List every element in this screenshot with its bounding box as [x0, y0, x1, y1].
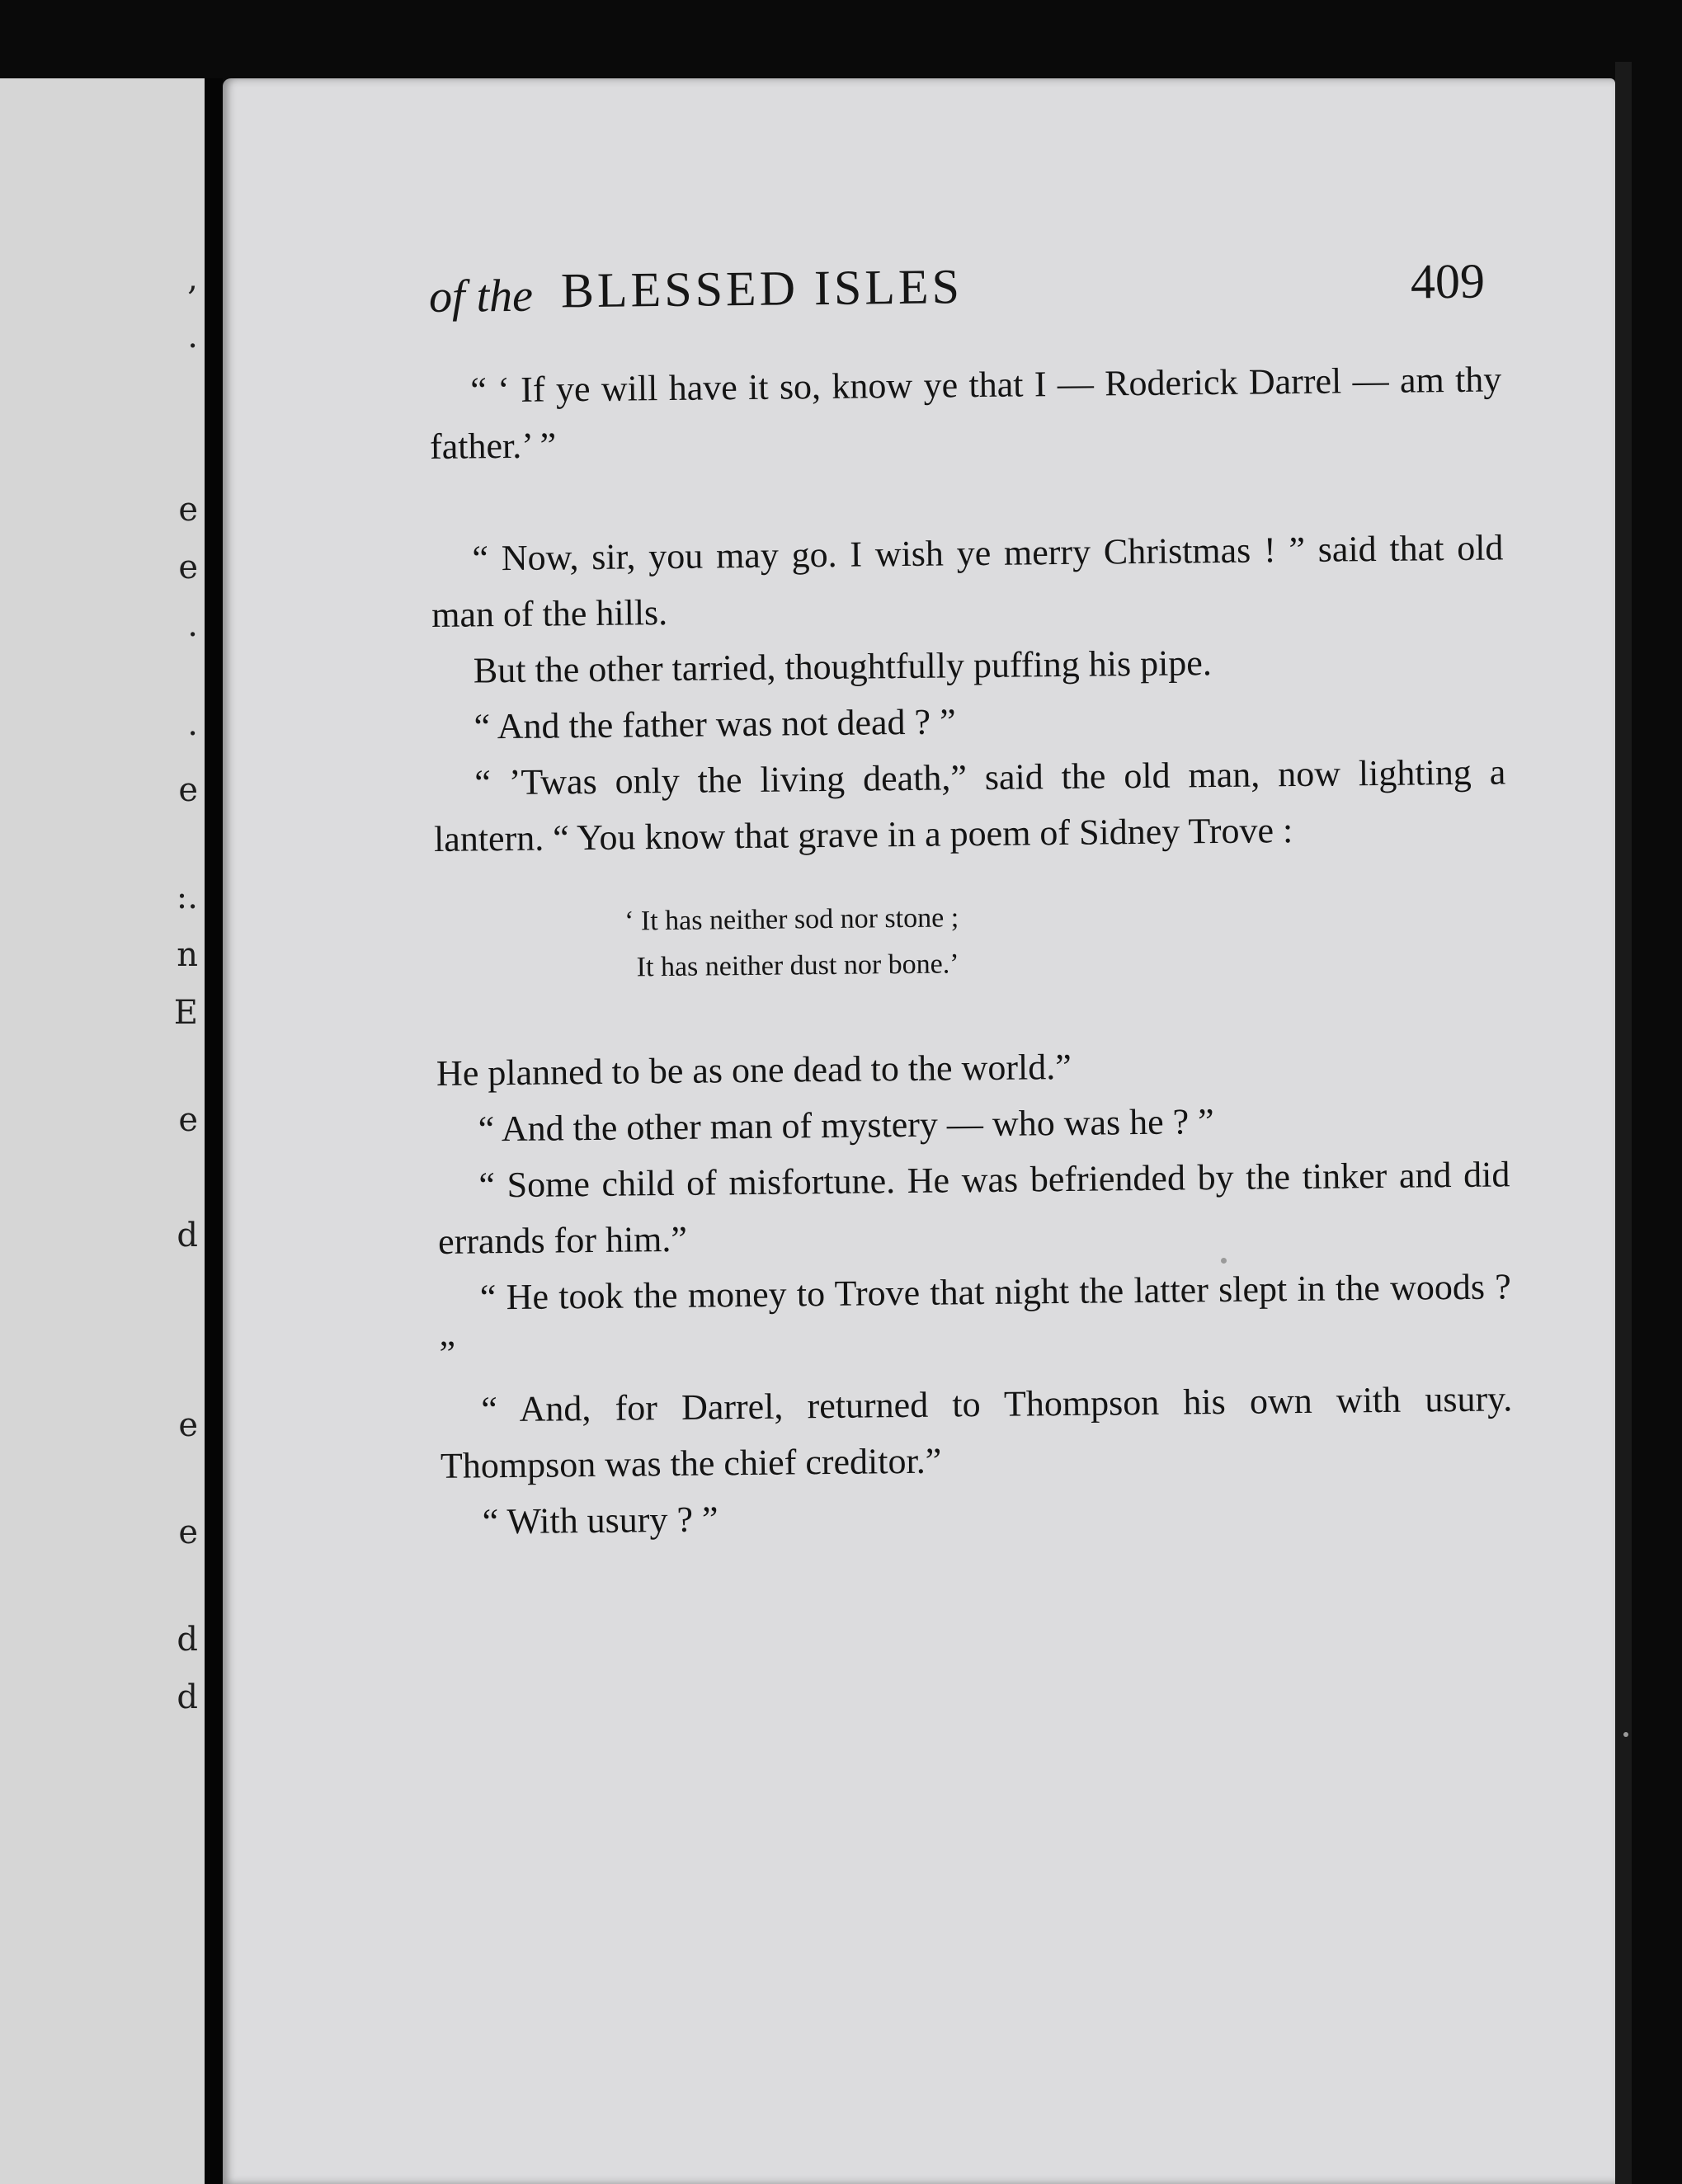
left-facing-page — [0, 78, 205, 2184]
left-page-text-fragment: :. — [176, 878, 198, 916]
book-gutter — [205, 78, 223, 2184]
paragraph: “ And the father was not dead ? ” — [474, 701, 956, 747]
left-page-text-fragment: , — [187, 260, 198, 298]
verse-quotation — [624, 889, 1508, 991]
left-page-text-fragment: d — [177, 1217, 198, 1254]
page-number: 409 — [1410, 253, 1486, 309]
verse-line: ‘ It has neither sod nor stone ; — [624, 902, 959, 937]
left-page-text-fragment: e — [178, 1513, 198, 1551]
left-page-text-fragment: E — [173, 994, 198, 1032]
paragraph: “ ’Twas only the living death,” said the old man, now lighting a lantern. “ You know that grave in a poem of Sidney Trove : — [433, 751, 1506, 859]
left-page-text-fragment: n — [177, 936, 198, 974]
paragraph: “ With usury ? ” — [482, 1499, 719, 1542]
left-page-text-fragment: e — [178, 1406, 198, 1444]
paragraphs-after-verse — [436, 1034, 1514, 1551]
running-head-title: BLESSED ISLES — [560, 259, 963, 318]
left-page-text-fragment: e — [178, 548, 198, 586]
left-page-text-fragment: e — [178, 771, 198, 809]
left-page-text-fragment: d — [177, 1621, 198, 1659]
paragraph: “ He took the money to Trove that night the latter slept in the woods ? ” — [439, 1266, 1512, 1374]
running-header — [429, 253, 1486, 330]
left-page-text-fragment: e — [178, 1101, 198, 1139]
page-edge — [1615, 62, 1632, 2184]
verse-line: It has neither dust nor bone.’ — [636, 948, 959, 983]
paragraph: But the other tarried, thoughtfully puffing his pipe. — [473, 642, 1213, 691]
paragraph: “ Now, sir, you may go. I wish ye merry Christmas ! ” said that old man of the hills. — [431, 527, 1504, 635]
left-page-text-fragment: d — [177, 1678, 198, 1716]
paragraphs-before-verse — [429, 351, 1506, 868]
page-body — [429, 351, 1514, 1551]
left-page-text-fragment: . — [187, 705, 198, 743]
paragraph: “ ‘ If ye will have it so, know ye that I — Roderick Darrel — am thy father.’ ” — [429, 359, 1502, 467]
left-page-text-fragment: . — [187, 318, 198, 355]
paragraph: “ And, for Darrel, returned to Thompson his own with usury. Thompson was the chief creditor.” — [440, 1378, 1513, 1486]
paper-speck — [1221, 1258, 1227, 1264]
left-page-text-fragment: . — [187, 606, 198, 644]
paragraph: “ Some child of misfortune. He was befriended by the tinker and did errands for him.” — [437, 1154, 1510, 1262]
running-head-italic: of the — [428, 270, 534, 322]
right-page — [223, 78, 1615, 2184]
paper-speck — [1623, 1732, 1628, 1737]
paragraph: He planned to be as one dead to the world.” — [436, 1046, 1072, 1094]
paragraph: “ And the other man of mystery — who was he ? ” — [478, 1101, 1214, 1150]
left-page-text-fragment: e — [178, 491, 198, 529]
